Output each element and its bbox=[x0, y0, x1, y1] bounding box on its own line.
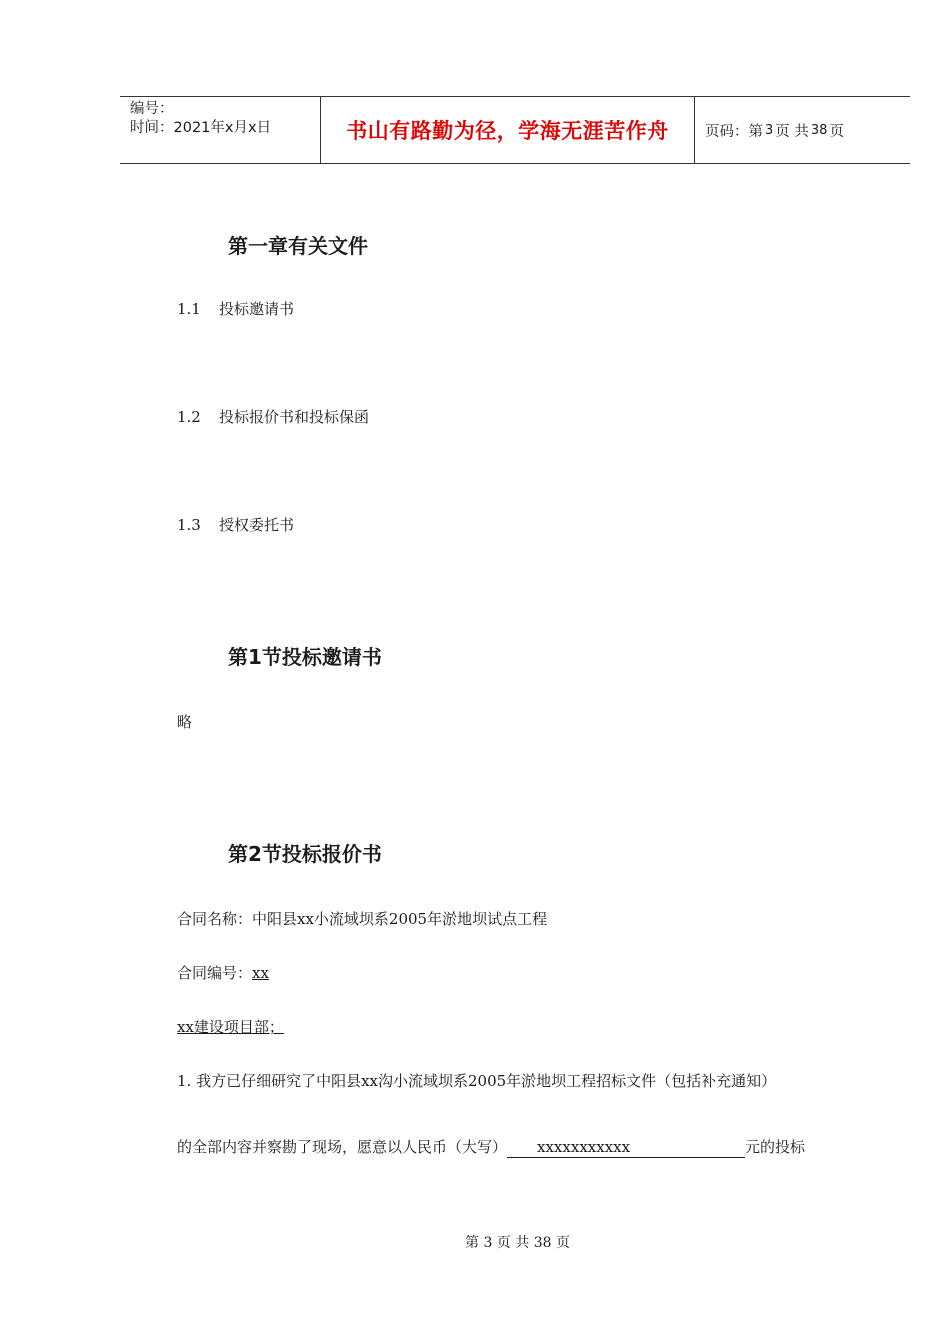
toc-item-number: 1.2 bbox=[177, 408, 201, 426]
header-motto: 书山有路勤为径，学海无涯苦作舟 bbox=[346, 119, 669, 143]
document-time-label: 时间：2021年x月x日 bbox=[130, 120, 272, 136]
section1-title: 第1节投标邀请书 bbox=[228, 645, 382, 669]
section2-title: 第2节投标报价书 bbox=[228, 842, 382, 866]
page-prefix: 页码：第 bbox=[705, 123, 763, 140]
contract-name: 合同名称：中阳县xx小流域坝系2005年淤地坝试点工程 bbox=[177, 910, 548, 928]
page-middle: 页 共 bbox=[775, 123, 809, 140]
paragraph-1-suffix: 元的投标 bbox=[745, 1138, 806, 1156]
contract-number-label: 合同编号： bbox=[177, 964, 253, 982]
chapter-title: 第一章有关文件 bbox=[228, 234, 368, 258]
toc-item bbox=[177, 406, 369, 427]
toc-item bbox=[177, 298, 294, 319]
toc-item-number: 1.1 bbox=[177, 300, 201, 318]
paragraph-1-prefix: 的全部内容并察勘了现场，愿意以人民币（大写） bbox=[177, 1138, 508, 1156]
toc-item-label: 授权委托书 bbox=[219, 516, 295, 534]
amount-blank bbox=[507, 1140, 745, 1158]
toc-item bbox=[177, 514, 294, 535]
paragraph-1-line-2 bbox=[177, 1136, 805, 1157]
contract-number-value: xx bbox=[252, 964, 269, 982]
contract-number bbox=[177, 962, 269, 983]
toc-item-number: 1.3 bbox=[177, 516, 201, 534]
section1-body: 略 bbox=[177, 713, 193, 731]
toc-item-label: 投标报价书和投标保函 bbox=[219, 408, 370, 426]
page-suffix: 页 bbox=[829, 123, 844, 140]
toc-item-label: 投标邀请书 bbox=[219, 300, 295, 318]
paragraph-1-line-1: 1. 我方已仔细研究了中阳县xx沟小流域坝系2005年淤地坝工程招标文件（包括补充通知） bbox=[177, 1072, 777, 1090]
page-total: 38 bbox=[810, 122, 828, 138]
addressee: xx建设项目部； bbox=[177, 1018, 284, 1036]
page-header bbox=[120, 96, 910, 164]
header-motto-cell bbox=[321, 97, 695, 163]
header-page-indicator bbox=[695, 97, 910, 163]
page-current: 3 bbox=[765, 122, 774, 138]
document-number-label: 编号： bbox=[130, 101, 174, 117]
header-meta bbox=[120, 97, 321, 163]
amount-value: xxxxxxxxxxx bbox=[537, 1138, 631, 1156]
page-footer: 第 3 页 共 38 页 bbox=[465, 1235, 570, 1251]
